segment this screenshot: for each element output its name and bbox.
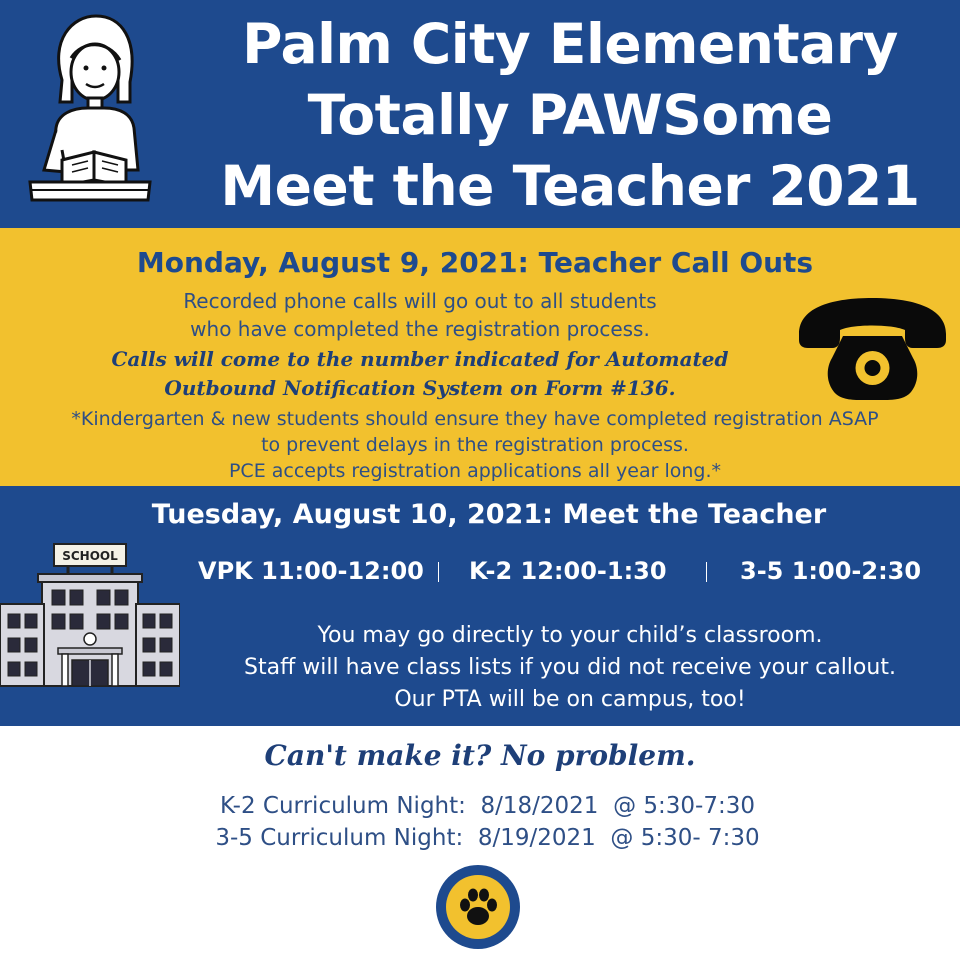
paw-print-icon	[435, 864, 521, 950]
meet-info-line-2: Staff will have class lists if you did not receive your callout.	[244, 655, 896, 680]
time-slot-k2: K-2 12:00-1:30	[469, 557, 667, 585]
title-line-2: Totally PAWSome	[307, 83, 833, 147]
calls-number-line-2: Outbound Notification System on Form #136.	[164, 376, 676, 400]
registration-note-line-1: *Kindergarten & new students should ensure they have completed registration ASAP	[71, 408, 879, 430]
meet-teacher-section	[0, 486, 960, 726]
registration-note-line-3: PCE accepts registration applications all year long.*	[228, 460, 722, 482]
recorded-calls-line-1: Recorded phone calls will go out to all students	[183, 289, 657, 313]
recorded-calls-line-2: who have completed the registration process.	[190, 317, 650, 341]
header-banner	[0, 0, 960, 228]
cant-make-it-heading: Can't make it? No problem.	[264, 739, 696, 772]
school-building-graphic	[0, 542, 180, 690]
curriculum-night-k2: K-2 Curriculum Night: 8/18/2021 @ 5:30-7:30	[220, 793, 755, 819]
meet-info-line-3: Our PTA will be on campus, too!	[394, 687, 746, 712]
callouts-section	[0, 228, 960, 486]
school-building-icon	[0, 542, 180, 690]
curriculum-night-section	[0, 726, 960, 960]
time-slot-vpk: VPK 11:00-12:00	[198, 557, 424, 585]
calls-number-line-1: Calls will come to the number indicated for Automated	[111, 347, 729, 371]
teacher-reading-icon	[22, 10, 162, 205]
meet-teacher-heading: Tuesday, August 10, 2021: Meet the Teacher	[151, 499, 827, 530]
meet-info-line-1: You may go directly to your child’s classroom.	[317, 623, 823, 648]
telephone-icon	[795, 296, 950, 401]
slot-divider	[706, 562, 707, 582]
time-slot-3-5: 3-5 1:00-2:30	[740, 557, 922, 585]
school-sign-text: SCHOOL	[62, 549, 118, 563]
callouts-heading: Monday, August 9, 2021: Teacher Call Outs	[136, 246, 814, 279]
title-line-3: Meet the Teacher 2021	[220, 154, 920, 218]
registration-note-line-2: to prevent delays in the registration process.	[261, 434, 689, 456]
slot-divider	[438, 562, 439, 582]
curriculum-night-3-5: 3-5 Curriculum Night: 8/19/2021 @ 5:30- 7:30	[215, 825, 760, 851]
title-line-1: Palm City Elementary	[242, 12, 898, 76]
